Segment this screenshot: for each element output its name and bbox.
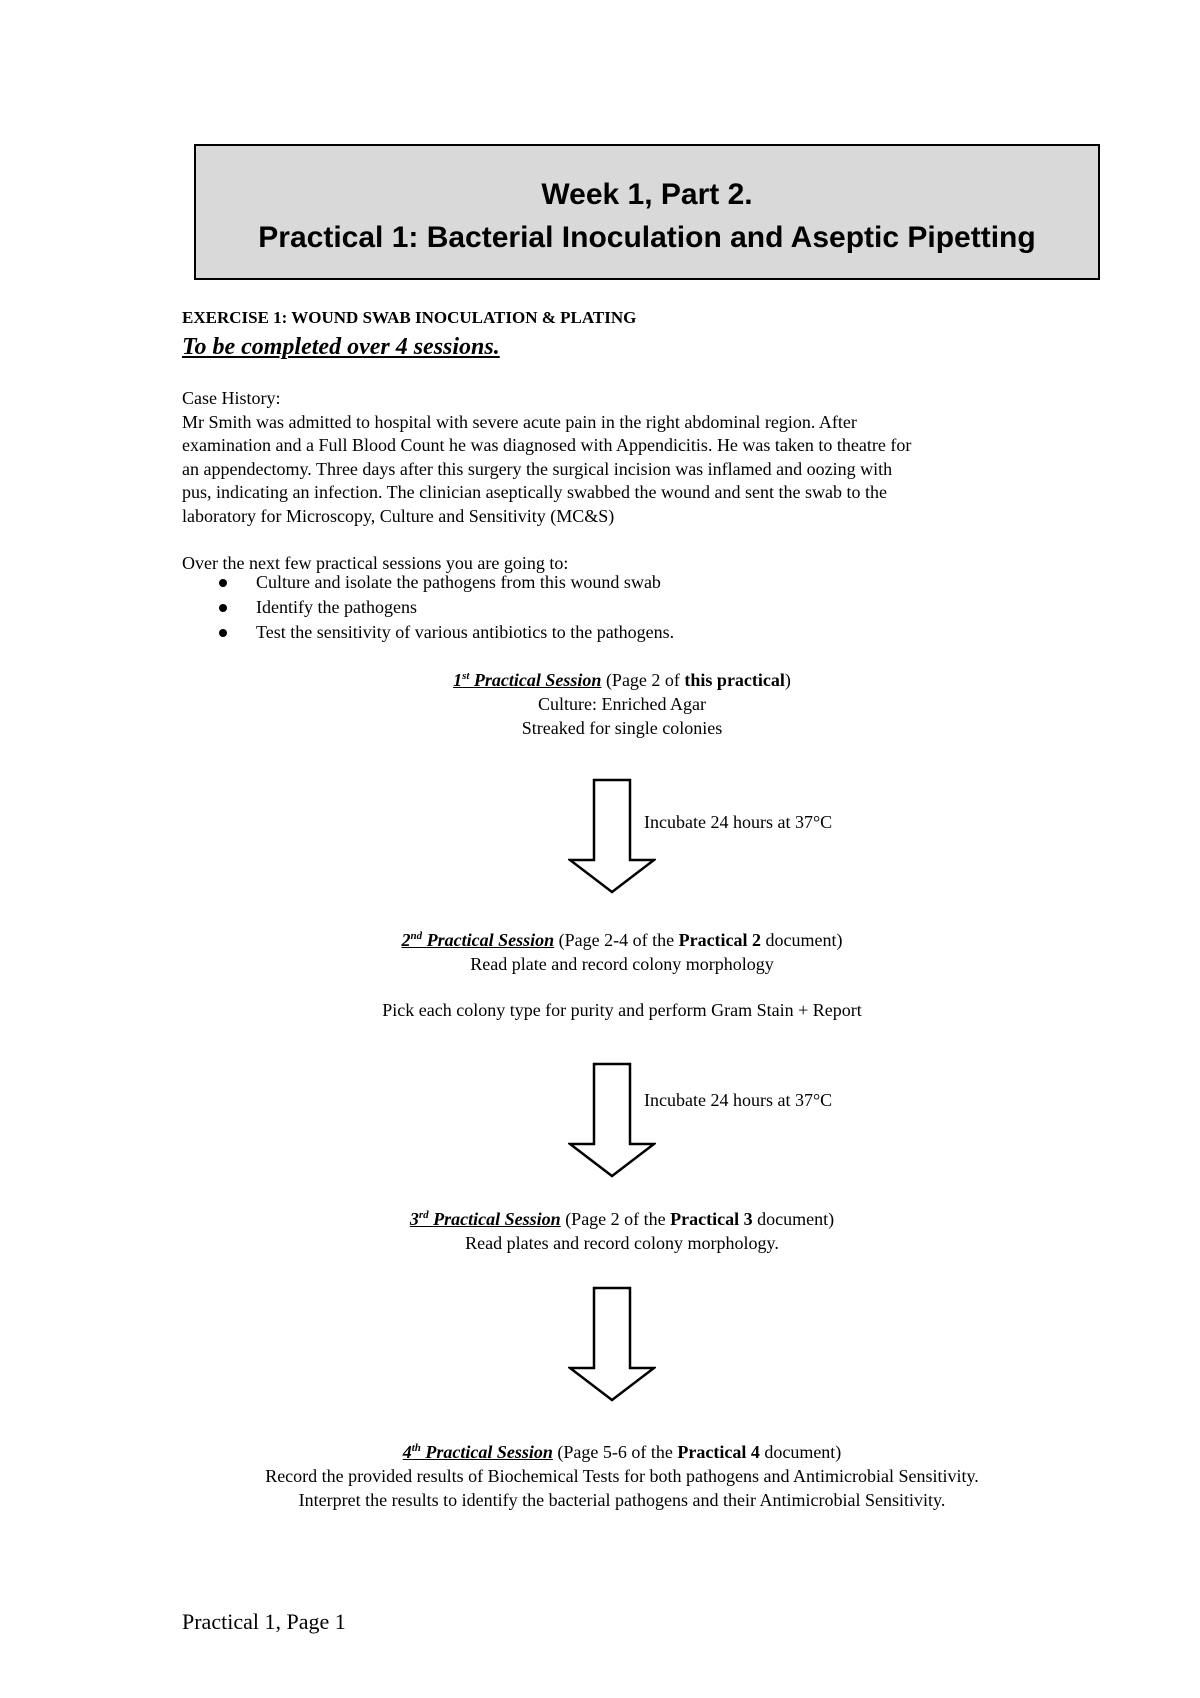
session-ordinal: th	[411, 1442, 421, 1454]
session-ref: (Page 2 of the	[560, 1209, 671, 1229]
down-arrow-icon	[568, 1062, 656, 1178]
session-label: Practical Session	[426, 930, 555, 950]
session-label: Practical Session	[433, 1209, 561, 1229]
case-history-line: pus, indicating an infection. The clinician aseptically swabbed the wound and sent the swab to the	[182, 482, 887, 502]
exercise-title: EXERCISE 1: WOUND SWAB INOCULATION & PLATING	[182, 308, 637, 327]
down-arrow-icon	[568, 778, 656, 894]
session-2-detail: Read plate and record colony morphology	[470, 954, 774, 974]
list-item	[182, 620, 674, 645]
session-ref-doc: this practical	[684, 670, 785, 690]
incubation-label: Incubate 24 hours at 37°C	[644, 1090, 833, 1110]
session-label: Practical Session	[425, 1442, 553, 1462]
bullet-icon	[219, 579, 227, 587]
session-4-detail: Record the provided results of Biochemical Tests for both pathogens and Antimicrobial Sensitivity.	[265, 1466, 979, 1486]
session-3-heading	[22, 1207, 1200, 1231]
case-history-line: an appendectomy. Three days after this surgery the surgical incision was inflamed and oozing with	[182, 459, 893, 479]
case-history-line: Mr Smith was admitted to hospital with severe acute pain in the right abdominal region. After	[182, 412, 857, 432]
session-ordinal: st	[462, 670, 470, 682]
page-title-practical: Practical 1: Bacterial Inoculation and Aseptic Pipetting	[258, 221, 1036, 254]
session-2-heading	[22, 928, 1200, 952]
session-2-detail: Pick each colony type for purity and perform Gram Stain + Report	[382, 1000, 862, 1020]
case-history-line: examination and a Full Blood Count he was diagnosed with Appendicitis. He was taken to theatre for	[182, 435, 912, 455]
session-name	[401, 930, 554, 950]
session-ordinal: nd	[410, 930, 423, 942]
case-history-heading: Case History:	[182, 388, 281, 408]
title-box	[194, 144, 1100, 280]
session-number: 1	[453, 670, 463, 690]
session-name	[410, 1209, 561, 1229]
session-1-detail: Streaked for single colonies	[521, 718, 723, 738]
down-arrow-icon	[568, 1286, 656, 1402]
session-ref: (Page 2-4 of the	[554, 930, 679, 950]
session-ref-doc: Practical 2	[678, 930, 762, 950]
list-item	[182, 595, 674, 620]
session-ref: (Page 5-6 of the	[552, 1442, 678, 1462]
session-name	[453, 670, 601, 690]
page-title-week: Week 1, Part 2.	[541, 178, 753, 211]
session-number: 4	[402, 1442, 412, 1462]
session-name	[403, 1442, 553, 1462]
case-history-line: laboratory for Microscopy, Culture and Sensitivity (MC&S)	[182, 506, 615, 526]
session-number: 2	[401, 930, 411, 950]
session-ref: (Page 2 of	[601, 670, 685, 690]
objective-list	[182, 570, 674, 645]
list-item-text: Identify the pathogens	[256, 597, 417, 617]
list-item-text: Test the sensitivity of various antibiotics to the pathogens.	[256, 622, 675, 642]
session-ref-end: document)	[761, 930, 843, 950]
session-1-detail: Culture: Enriched Agar	[538, 694, 706, 714]
session-ref-end: document)	[759, 1442, 842, 1462]
incubation-label: Incubate 24 hours at 37°C	[644, 812, 833, 832]
session-number: 3	[409, 1209, 419, 1229]
session-ref-end: document)	[752, 1209, 835, 1229]
session-label: Practical Session	[473, 670, 602, 690]
session-4-heading	[22, 1440, 1200, 1464]
page-footer: Practical 1, Page 1	[182, 1609, 346, 1634]
exercise-subtitle: To be completed over 4 sessions.	[182, 334, 500, 360]
bullet-icon	[219, 629, 227, 637]
session-3-detail: Read plates and record colony morphology.	[465, 1233, 779, 1253]
session-ref-doc: Practical 4	[677, 1442, 760, 1462]
session-4-detail: Interpret the results to identify the bacterial pathogens and their Antimicrobial Sensitivity.	[298, 1490, 946, 1510]
overview-intro: Over the next few practical sessions you are going to:	[182, 553, 569, 573]
list-item-text: Culture and isolate the pathogens from this wound swab	[256, 572, 661, 592]
bullet-icon	[219, 604, 227, 612]
list-item	[182, 570, 674, 595]
session-ref-doc: Practical 3	[670, 1209, 753, 1229]
session-ordinal: rd	[418, 1209, 429, 1221]
session-ref-end: )	[784, 670, 791, 690]
session-1-heading	[22, 668, 1200, 692]
